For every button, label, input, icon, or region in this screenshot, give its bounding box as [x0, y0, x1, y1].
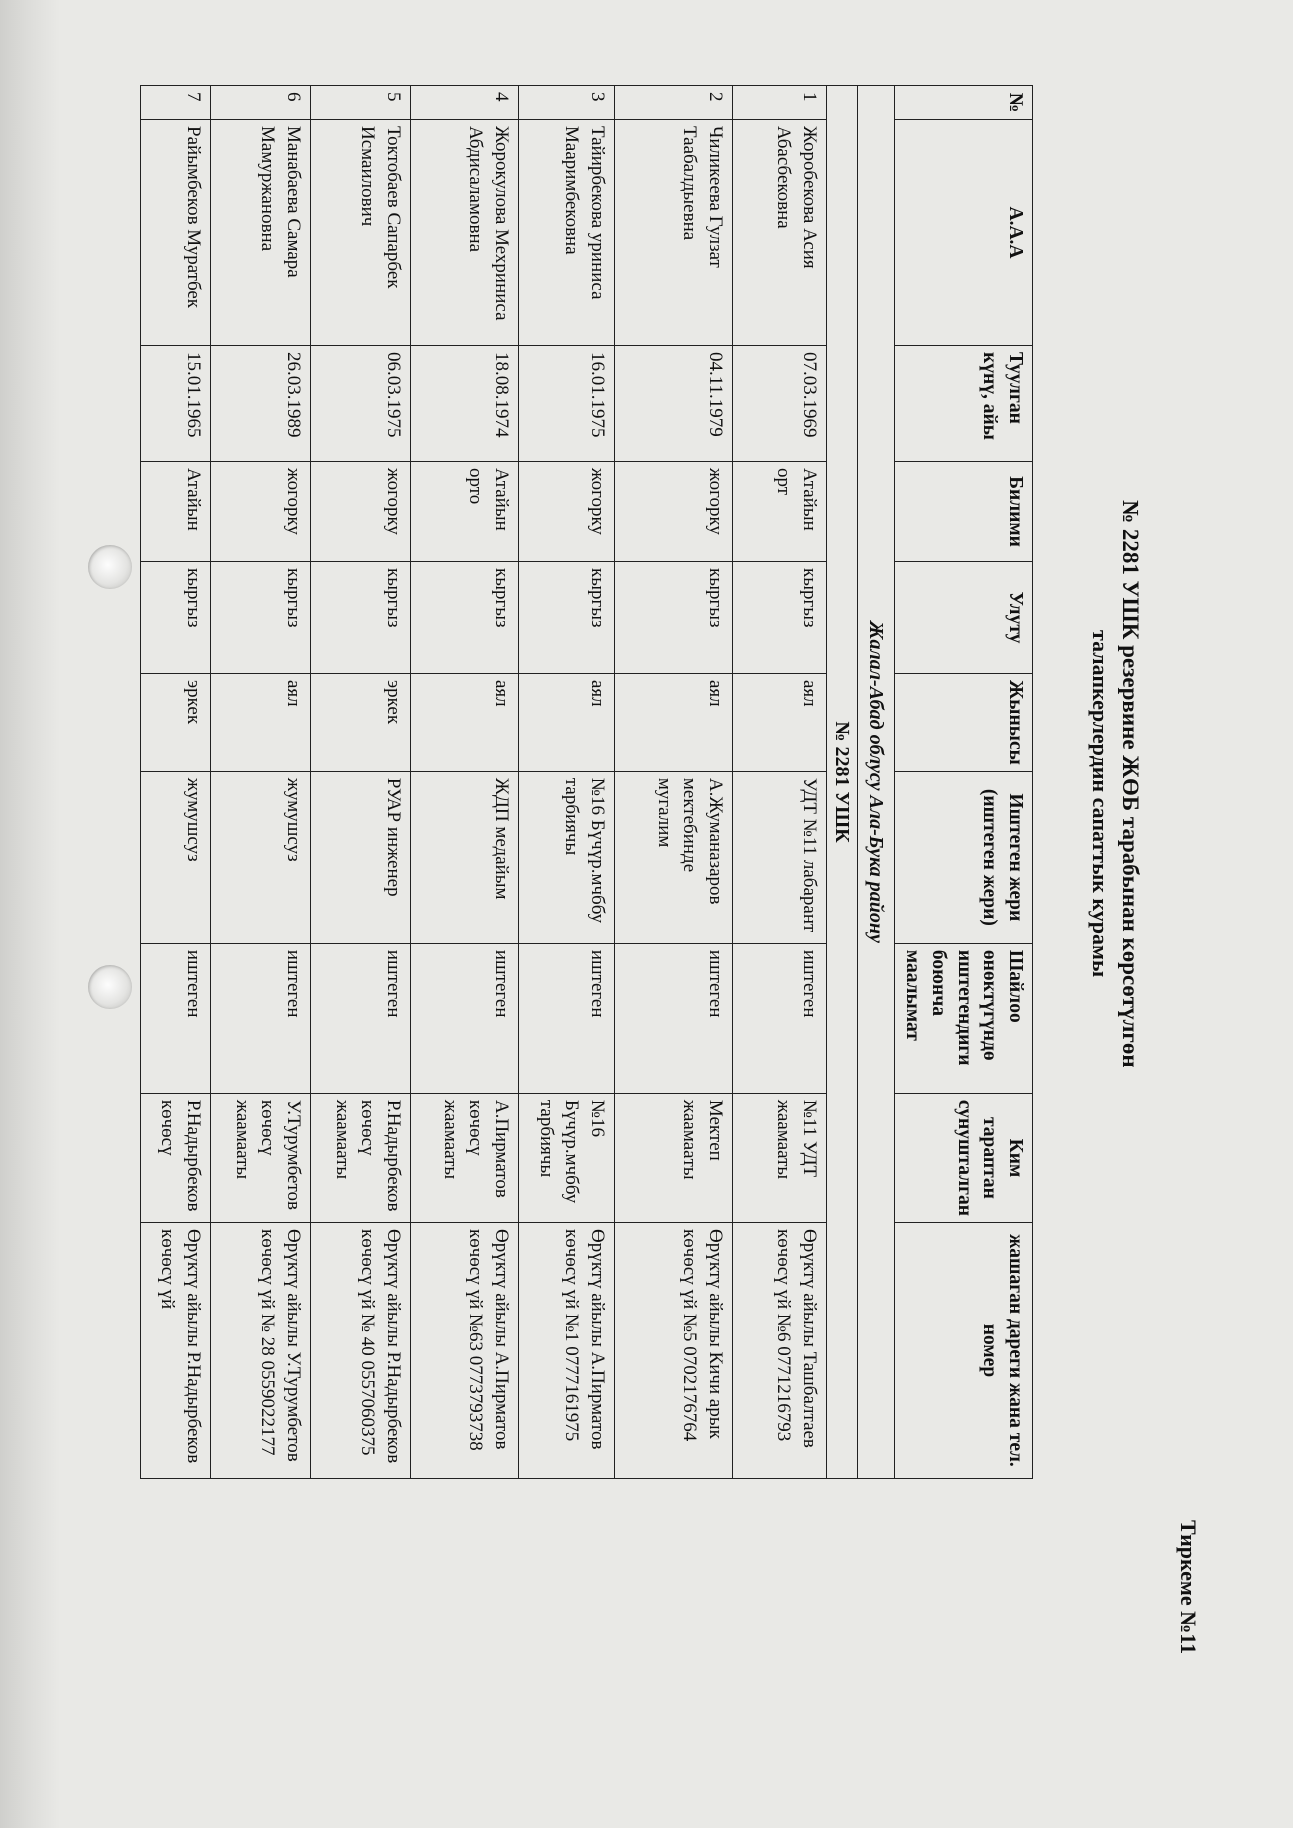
birth-date: 06.03.1975 [310, 346, 410, 462]
address-phone: Өрүктү айылы Ташбалтаев көчөсү үй №6 0771216793 [732, 1222, 826, 1478]
col-header-workplace: Иштеген жери (иштеген жери) [895, 771, 1033, 943]
full-name: Жорокулова Мехриниса Абдисаламовна [410, 120, 518, 346]
table-row [614, 86, 732, 1479]
col-header-full-name: А.А.А [895, 120, 1033, 346]
sex: эркек [310, 674, 410, 772]
row-number: 6 [210, 86, 310, 120]
row-number: 5 [310, 86, 410, 120]
candidates-table [140, 85, 1033, 1479]
proposed-by: Р.Надырбеков көчөсү жаамааты [310, 1093, 410, 1222]
address-phone: Өрүктү айылы А.Пирматов көчөсү үй №1 0777161975 [518, 1222, 614, 1478]
row-number: 2 [614, 86, 732, 120]
education: Атайын орт [732, 462, 826, 562]
sex: аял [210, 674, 310, 772]
table-row [140, 86, 210, 1479]
document-title: № 2281 УШК резервине ЖӨБ тарабынан көрсөтүлгөн [1118, 500, 1143, 1068]
nationality: кыргыз [518, 562, 614, 674]
education: жогорку [614, 462, 732, 562]
row-number: 1 [732, 86, 826, 120]
proposed-by: №11 УДТ жаамааты [732, 1093, 826, 1222]
education: жогорку [518, 462, 614, 562]
workplace: А.Жуманазаров мектебинде мугалим [614, 771, 732, 943]
full-name: Тайирбекова уриниса Мааримбековна [518, 120, 614, 346]
election-experience: иштеген [410, 943, 518, 1093]
sex: аял [614, 674, 732, 772]
full-name: Жоробекова Асия Абасбековна [732, 120, 826, 346]
full-name: Чиликеева Гулзат Таабалдыевна [614, 120, 732, 346]
nationality: кыргыз [310, 562, 410, 674]
birth-date: 16.01.1975 [518, 346, 614, 462]
row-number: 7 [140, 86, 210, 120]
table-row [518, 86, 614, 1479]
nationality: кыргыз [732, 562, 826, 674]
birth-date: 26.03.1989 [210, 346, 310, 462]
region-label: Жалал-Абад облусу Ала-Бука району [857, 86, 894, 1479]
commission-row [826, 86, 857, 1479]
document-subtitle: талапкерлердин сапаттык курамы [1088, 630, 1113, 978]
address-phone: Өрүктү айылы Кичи арык көчөсү үй №5 0702176764 [614, 1222, 732, 1478]
proposed-by: Мектеп жаамаaты [614, 1093, 732, 1222]
address-phone: Өрүктү айылы Р.Надырбеков көчөсү үй № 40 0557060375 [310, 1222, 410, 1478]
table-row [410, 86, 518, 1479]
nationality: кыргыз [614, 562, 732, 674]
table-row [732, 86, 826, 1479]
birth-date: 04.11.1979 [614, 346, 732, 462]
birth-date: 15.01.1965 [140, 346, 210, 462]
workplace: ЖДП медайым [410, 771, 518, 943]
col-header-nationality: Улуту [895, 562, 1033, 674]
birth-date: 18.08.1974 [410, 346, 518, 462]
address-phone: Өрүктү айылы Р.Надырбеков көчөсү үй [140, 1222, 210, 1478]
full-name: Токтобаев Сапарбек Исмаилович [310, 120, 410, 346]
col-header-sex: Жынысы [895, 674, 1033, 772]
workplace: УДТ №11 лабарант [732, 771, 826, 943]
election-experience: иштеген [614, 943, 732, 1093]
address-phone: Өрүктү айылы У.Турумбетов көчөсү үй № 28 0559022177 [210, 1222, 310, 1478]
candidates-table-wrap [140, 85, 1033, 1479]
table-row [210, 86, 310, 1479]
nationality: кыргыз [140, 562, 210, 674]
sex: аял [732, 674, 826, 772]
col-header-election-experience: Шайлоо өнөктүгүндө иштегендиги боюнча маалымат [895, 943, 1033, 1093]
commission-label: № 2281 УШК [826, 86, 857, 1479]
region-row [857, 86, 894, 1479]
education: Атайын [140, 462, 210, 562]
nationality: кыргыз [410, 562, 518, 674]
workplace: №16 Бүчүр.мчббу тарбиячы [518, 771, 614, 943]
nationality: кыргыз [210, 562, 310, 674]
row-number: 4 [410, 86, 518, 120]
education: жогорку [310, 462, 410, 562]
full-name: Райымбеков Муратбек [140, 120, 210, 346]
sex: эркек [140, 674, 210, 772]
election-experience: иштеген [140, 943, 210, 1093]
sex: аял [518, 674, 614, 772]
col-header-number: № [895, 86, 1033, 120]
row-number: 3 [518, 86, 614, 120]
education: Атайын орто [410, 462, 518, 562]
birth-date: 07.03.1969 [732, 346, 826, 462]
workplace: жумушсуз [140, 771, 210, 943]
table-row [310, 86, 410, 1479]
workplace: жумушсуз [210, 771, 310, 943]
election-experience: иштеген [518, 943, 614, 1093]
col-header-address-phone: жашаган дареги жана тел. номер [895, 1222, 1033, 1478]
election-experience: иштеген [732, 943, 826, 1093]
col-header-education: Билими [895, 462, 1033, 562]
election-experience: иштеген [310, 943, 410, 1093]
proposed-by: А.Пирматов көчөсү жаамааты [410, 1093, 518, 1222]
annex-label: Тиркеме №11 [1176, 1520, 1201, 1655]
election-experience: иштеген [210, 943, 310, 1093]
full-name: Манабаева Самара Мамуржановна [210, 120, 310, 346]
col-header-birth-date: Туулган күнү, айы [895, 346, 1033, 462]
table-header-row [895, 86, 1033, 1479]
proposed-by: №16 Бүчүр.мчббу тарбиячы [518, 1093, 614, 1222]
workplace: РУАР инженер [310, 771, 410, 943]
sex: аял [410, 674, 518, 772]
address-phone: Өрүктү айылы А.Пирматов көчөсү үй №63 0773793738 [410, 1222, 518, 1478]
proposed-by: У.Турумбетов көчөсү жаамааты [210, 1093, 310, 1222]
col-header-proposed-by: Ким тараптан сунушталган [895, 1093, 1033, 1222]
proposed-by: Р.Надырбеков көчөсү [140, 1093, 210, 1222]
education: жогорку [210, 462, 310, 562]
